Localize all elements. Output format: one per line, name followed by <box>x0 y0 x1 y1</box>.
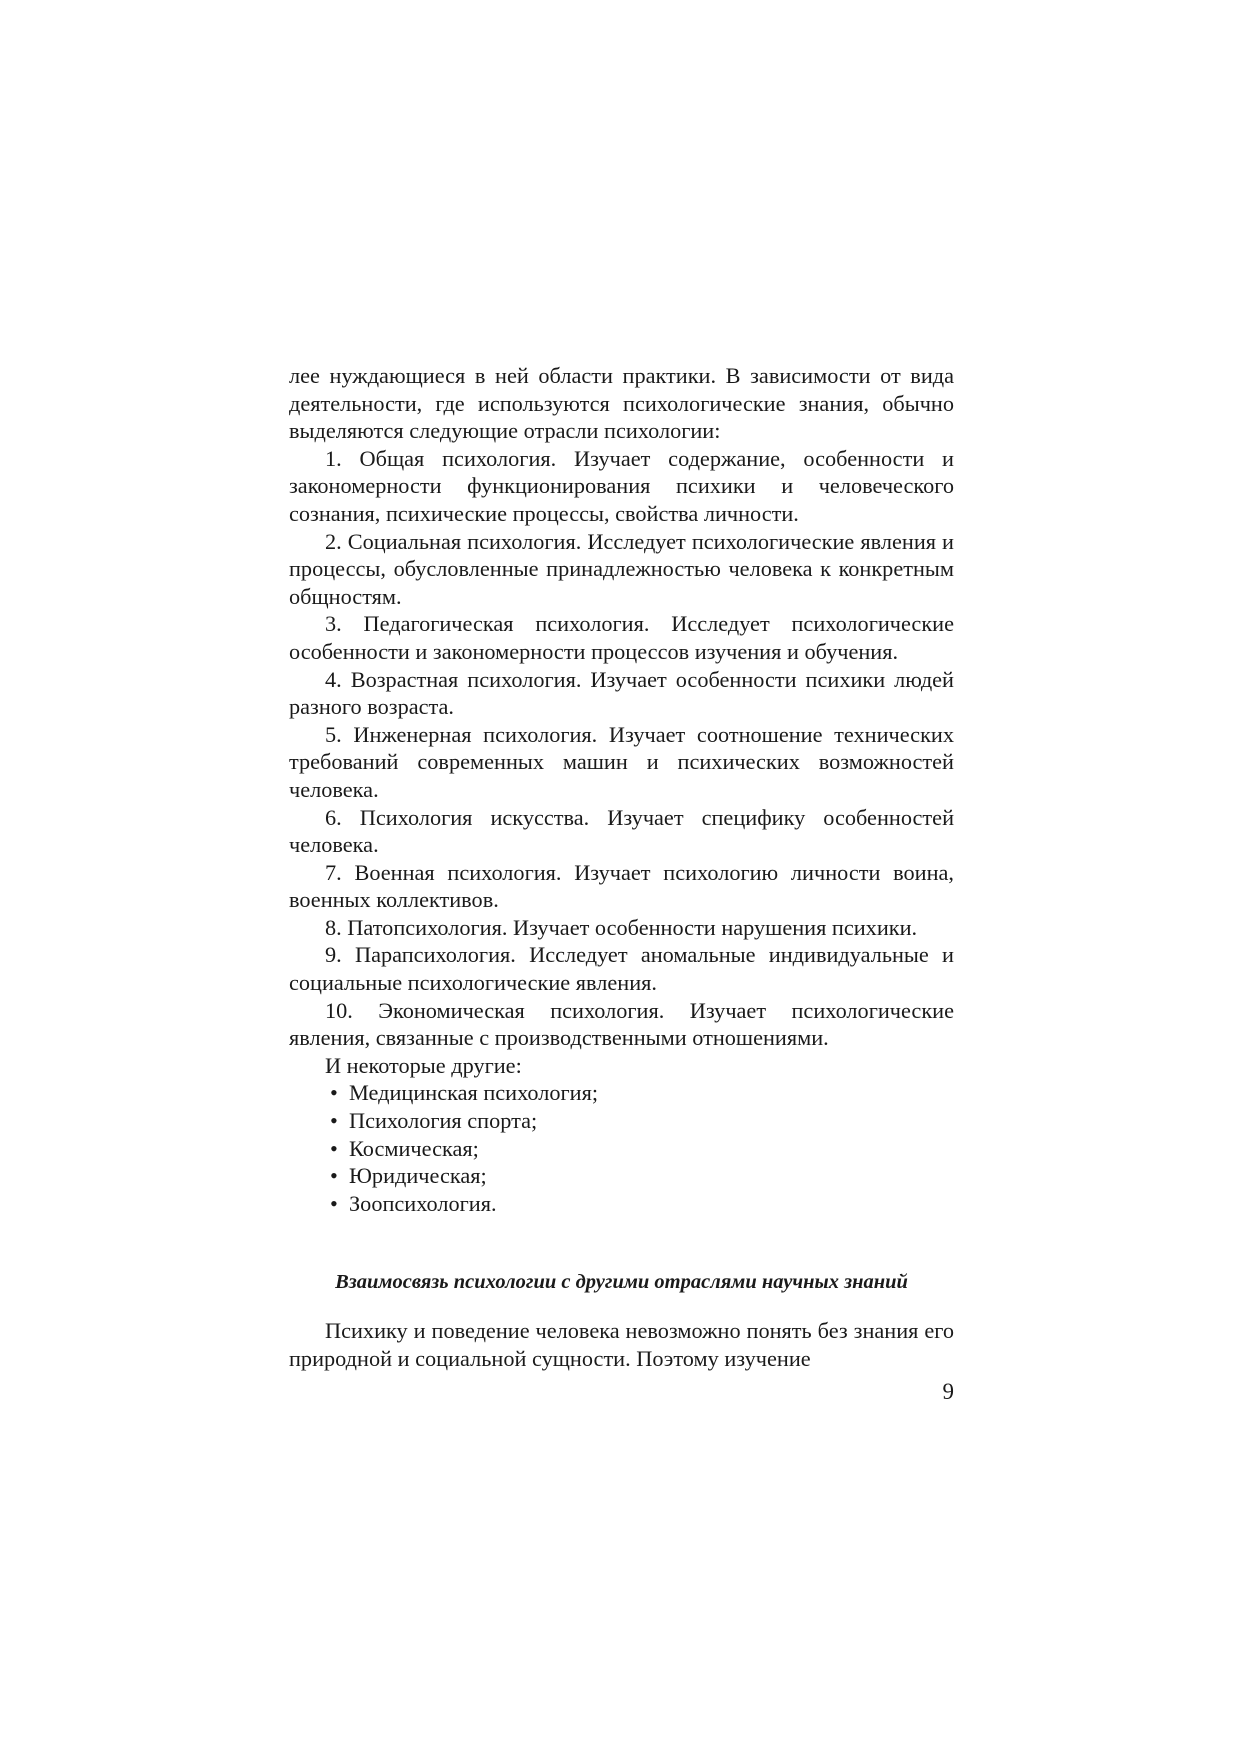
bullet-icon: • <box>330 1080 338 1106</box>
section-paragraph: Психику и поведение человека невозможно понять без знания его природной и социальной сущности. Поэтому изучение <box>289 1318 954 1371</box>
bullet-icon: • <box>330 1108 338 1134</box>
list-item-text: Юридическая; <box>349 1163 487 1189</box>
intro-paragraph: лее нуждающиеся в ней области практики. В зависимости от вида деятельности, где используются психологические знания, обычно выделяются следующие отрасли психологии: <box>289 363 954 444</box>
branch-pedagogical: 3. Педагогическая психология. Исследует психологические особенности и закономерности процессов изучения и обучения. <box>289 611 954 664</box>
branch-general: 1. Общая психология. Изучает содержание, особенности и закономерности функционирования психики и человеческого сознания, психические процессы, свойства личности. <box>289 445 954 526</box>
page-number: 9 <box>942 1379 954 1404</box>
branch-engineering: 5. Инженерная психология. Изучает соотношение технических требований современных машин и психических возможностей человека. <box>289 721 954 802</box>
branch-art: 6. Психология искусства. Изучает специфику особенностей человека. <box>289 804 954 858</box>
branch-pathopsychology: 8. Патопсихология. Изучает особенности нарушения психики. <box>325 914 918 940</box>
branch-economic: 10. Экономическая психология. Изучает психологические явления, связанные с производственными отношениями. <box>289 997 954 1051</box>
branch-social: 2. Социальная психология. Исследует психологические явления и процессы, обусловленные принадлежностью человека к конкретным общностям. <box>289 528 954 609</box>
list-item-text: Космическая; <box>349 1135 479 1161</box>
list-item-text: Психология спорта; <box>349 1108 538 1134</box>
section-heading: Взаимосвязь психологии с другими отраслями научных знаний <box>335 1271 908 1294</box>
list-item <box>289 1190 954 1218</box>
others-intro: И некоторые другие: <box>325 1052 522 1078</box>
other-branches-list <box>289 1079 954 1217</box>
branch-developmental: 4. Возрастная психология. Изучает особенности психики людей разного возраста. <box>289 666 954 720</box>
bullet-icon: • <box>330 1135 338 1161</box>
bullet-icon: • <box>330 1190 338 1216</box>
list-item-text: Медицинская психология; <box>349 1080 599 1106</box>
list-item-text: Зоопсихология. <box>349 1190 497 1216</box>
list-item <box>289 1162 954 1190</box>
list-item <box>289 1079 954 1107</box>
page-text-block <box>289 362 954 1372</box>
branch-military: 7. Военная психология. Изучает психологию личности воина, военных коллективов. <box>289 859 954 913</box>
list-item <box>289 1135 954 1163</box>
branch-parapsychology: 9. Парапсихология. Исследует аномальные индивидуальные и социальные психологические явления. <box>289 942 954 996</box>
bullet-icon: • <box>330 1163 338 1189</box>
list-item <box>289 1107 954 1135</box>
